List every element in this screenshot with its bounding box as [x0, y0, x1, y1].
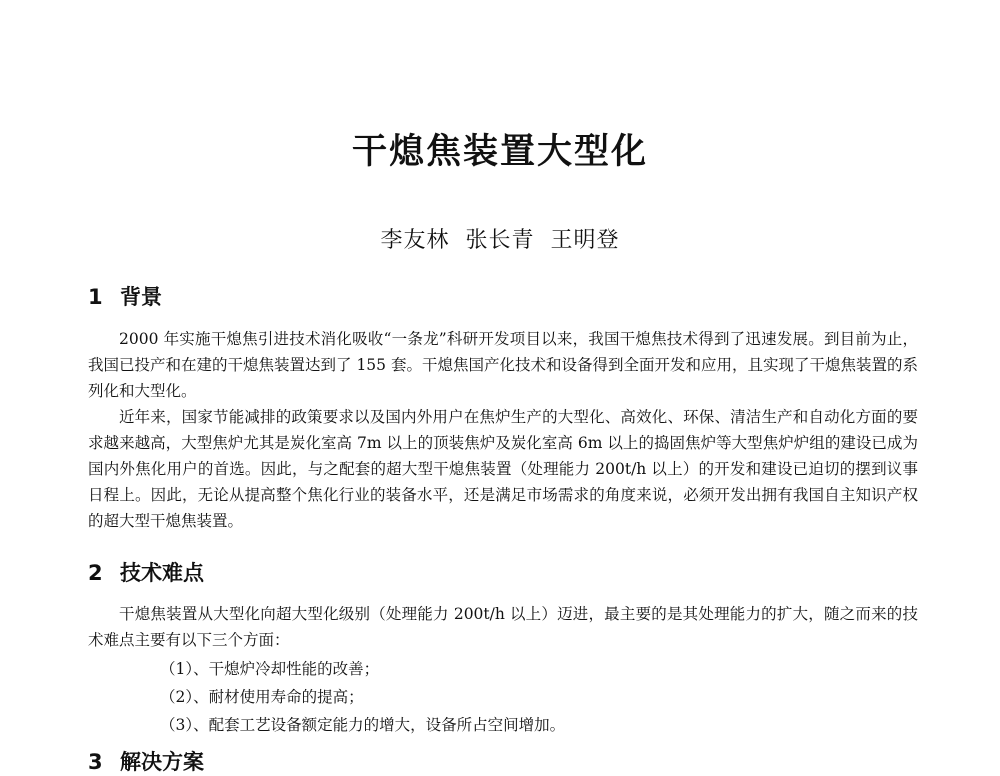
paper-title: 干熄焦装置大型化: [351, 132, 648, 172]
paragraph: 近年来，国家节能减排的政策要求以及国内外用户在焦炉生产的大型化、高效化、环保、清洁生产和自动化方面的要求越来越高，大型焦炉尤其是炭化室高 7m 以上的顶装焦炉及炭化室高 6m 以上的捣固焦炉等大型焦炉炉组的建设已成为国内外焦化用户的首选。因此，与之配套的超大型干熄焦装置（处理能力 200t/h 以上）的开发和建设已迫切的摆到议事日程上。因此，无论从提高整个焦化行业的装备水平，还是满足市场需求的角度来说，必须开发出拥有我国自主知识产权的超大型干熄焦装置。: [88, 408, 918, 530]
difficulty-list: [160, 655, 565, 739]
section-heading-technical-difficulties: [88, 559, 204, 587]
section-number: 2: [88, 561, 103, 585]
list-item: （2）、耐材使用寿命的提高；: [160, 688, 364, 706]
section-title: 背景: [120, 285, 162, 309]
section-number: 1: [88, 285, 103, 309]
section-number: 3: [88, 750, 103, 774]
section-heading-background: [88, 283, 162, 311]
section-heading-solution: [88, 748, 204, 776]
paragraph: 干熄焦装置从大型化向超大型化级别（处理能力 200t/h 以上）迈进，最主要的是其处理能力的扩大，随之而来的技术难点主要有以下三个方面：: [88, 605, 918, 649]
list-item: （3）、配套工艺设备额定能力的增大，设备所占空间增加。: [160, 716, 566, 734]
list-item: （1）、干熄炉冷却性能的改善；: [160, 660, 380, 678]
section-title: 解决方案: [120, 750, 204, 774]
paragraph: 2000 年实施干熄焦引进技术消化吸收“一条龙”科研开发项目以来，我国干熄焦技术得到了迅速发展。到目前为止，我国已投产和在建的干熄焦装置达到了 155 套。干熄焦国产化技术和设备得到全面开发和应用，且实现了干熄焦装置的系列化和大型化。: [88, 330, 918, 400]
section-title: 技术难点: [120, 561, 204, 585]
paper-authors: 李友林 张长青 王明登: [380, 228, 620, 253]
